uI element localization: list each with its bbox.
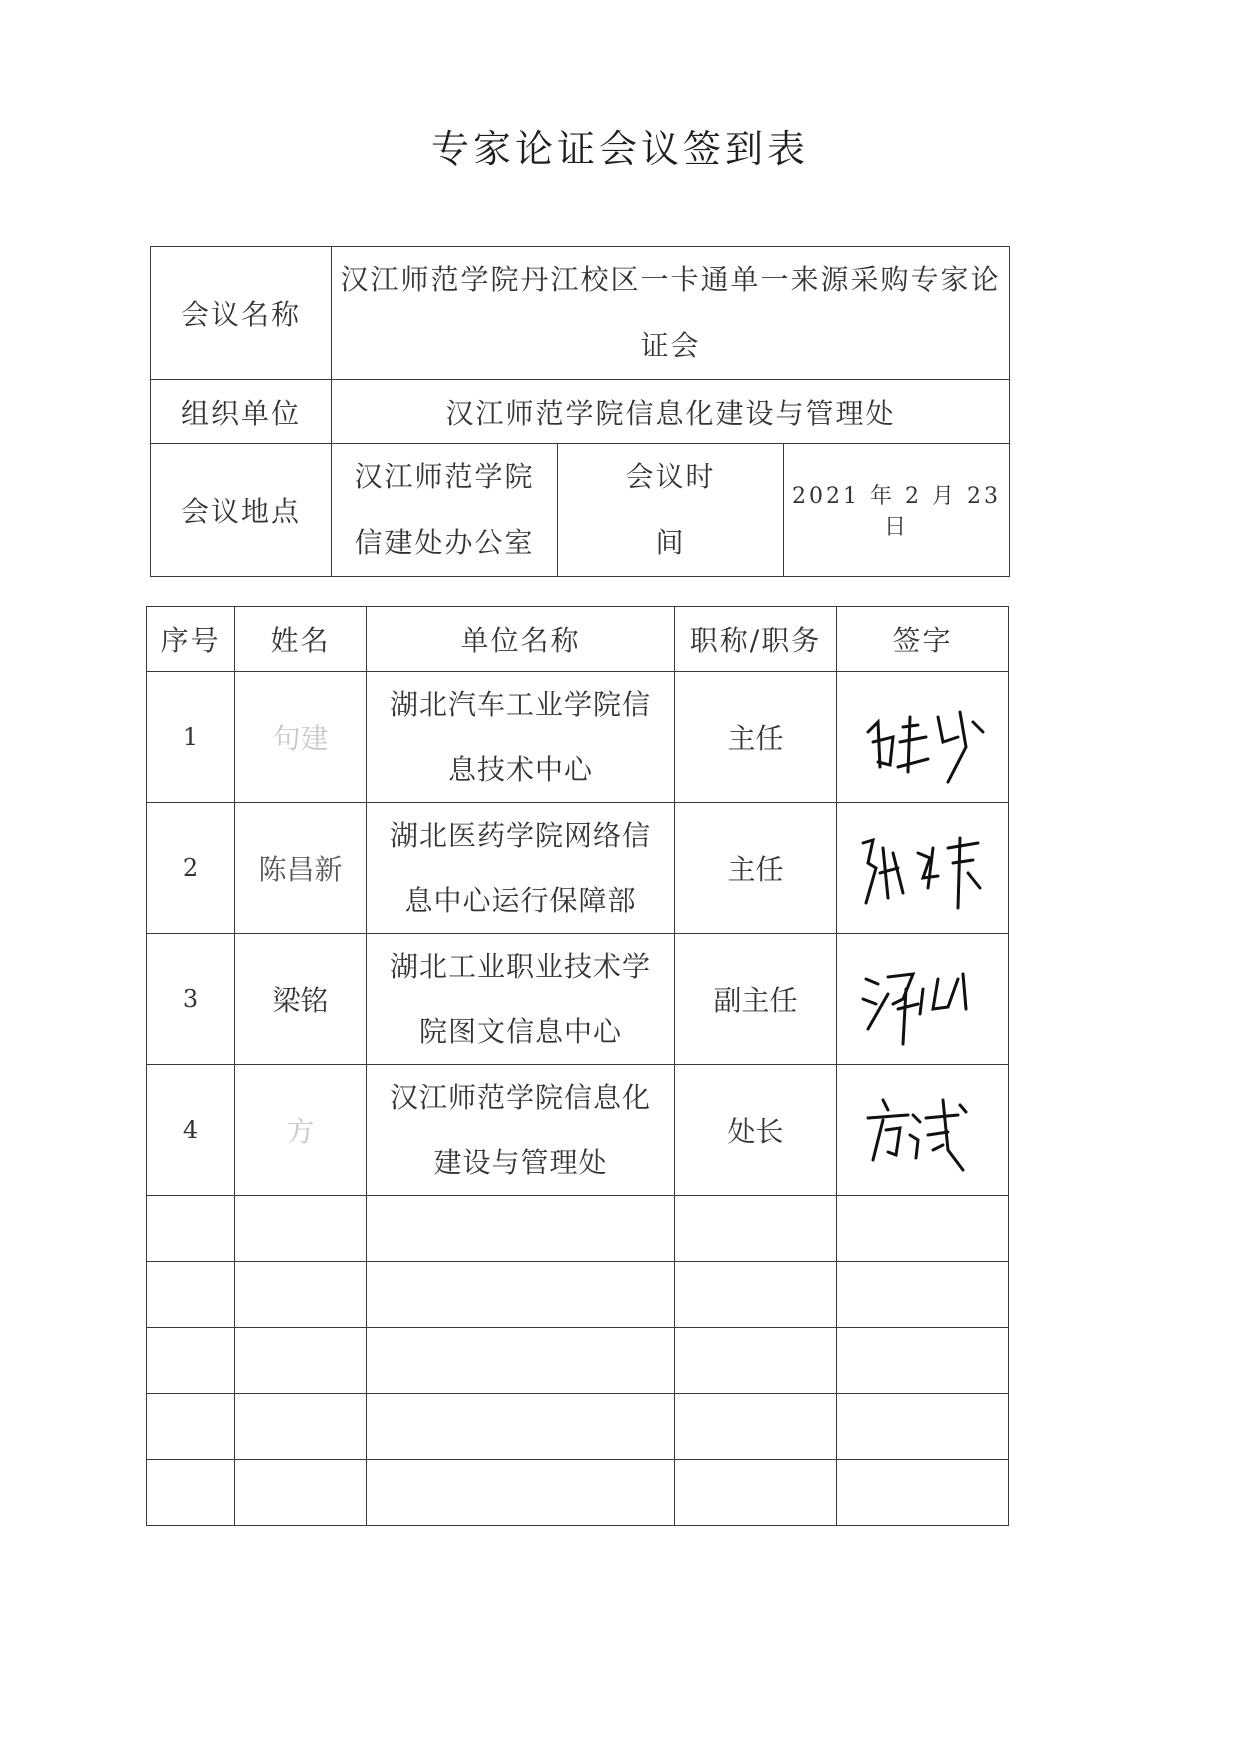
handwritten-signature-icon <box>848 687 998 787</box>
signature-4 <box>837 1065 1009 1196</box>
attendee-title: 副主任 <box>675 934 837 1065</box>
header-unit: 单位名称 <box>367 607 675 672</box>
header-name: 姓名 <box>235 607 367 672</box>
signin-header-row <box>147 607 1009 672</box>
empty-row <box>147 1262 1009 1328</box>
signin-table <box>146 606 1009 1526</box>
meeting-time-label: 会议时 间 <box>558 444 784 577</box>
attendee-title: 处长 <box>675 1065 837 1196</box>
signature-2 <box>837 803 1009 934</box>
attendee-unit: 湖北医药学院网络信 息中心运行保障部 <box>367 803 675 934</box>
attendee-unit: 汉江师范学院信息化 建设与管理处 <box>367 1065 675 1196</box>
empty-row <box>147 1460 1009 1526</box>
table-row: 1 句建 湖北汽车工业学院信 息技术中心 主任 <box>147 672 1009 803</box>
attendee-name: 梁铭 <box>235 934 367 1065</box>
attendee-unit: 湖北汽车工业学院信 息技术中心 <box>367 672 675 803</box>
attendee-name: 陈昌新 <box>235 803 367 934</box>
attendee-title: 主任 <box>675 803 837 934</box>
empty-row <box>147 1196 1009 1262</box>
empty-row <box>147 1394 1009 1460</box>
organizer-label: 组织单位 <box>151 380 332 444</box>
signature-1 <box>837 672 1009 803</box>
attendee-unit: 湖北工业职业技术学 院图文信息中心 <box>367 934 675 1065</box>
attendee-name: 句建 <box>235 672 367 803</box>
header-signature: 签字 <box>837 607 1009 672</box>
table-row: 3 梁铭 湖北工业职业技术学 院图文信息中心 副主任 <box>147 934 1009 1065</box>
attendee-name: 方 <box>235 1065 367 1196</box>
meeting-name-value: 汉江师范学院丹江校区一卡通单一来源采购专家论 证会 <box>332 247 1010 380</box>
header-title: 职称/职务 <box>675 607 837 672</box>
empty-row <box>147 1328 1009 1394</box>
meeting-name-label: 会议名称 <box>151 247 332 380</box>
header-seq: 序号 <box>147 607 235 672</box>
table-row: 4 方 汉江师范学院信息化 建设与管理处 处长 <box>147 1065 1009 1196</box>
page-title: 专家论证会议签到表 <box>430 127 809 171</box>
meeting-place-value: 汉江师范学院 信建处办公室 <box>332 444 558 577</box>
attendee-title: 主任 <box>675 672 837 803</box>
signature-3 <box>837 934 1009 1065</box>
meeting-time-value: 2021 年 2 月 23 日 <box>784 444 1010 577</box>
handwritten-signature-icon <box>848 818 998 918</box>
meeting-info-table <box>150 246 1010 577</box>
handwritten-signature-icon <box>848 949 998 1049</box>
handwritten-signature-icon <box>848 1080 998 1180</box>
organizer-value: 汉江师范学院信息化建设与管理处 <box>332 380 1010 444</box>
table-row: 2 陈昌新 湖北医药学院网络信 息中心运行保障部 主任 <box>147 803 1009 934</box>
meeting-place-label: 会议地点 <box>151 444 332 577</box>
